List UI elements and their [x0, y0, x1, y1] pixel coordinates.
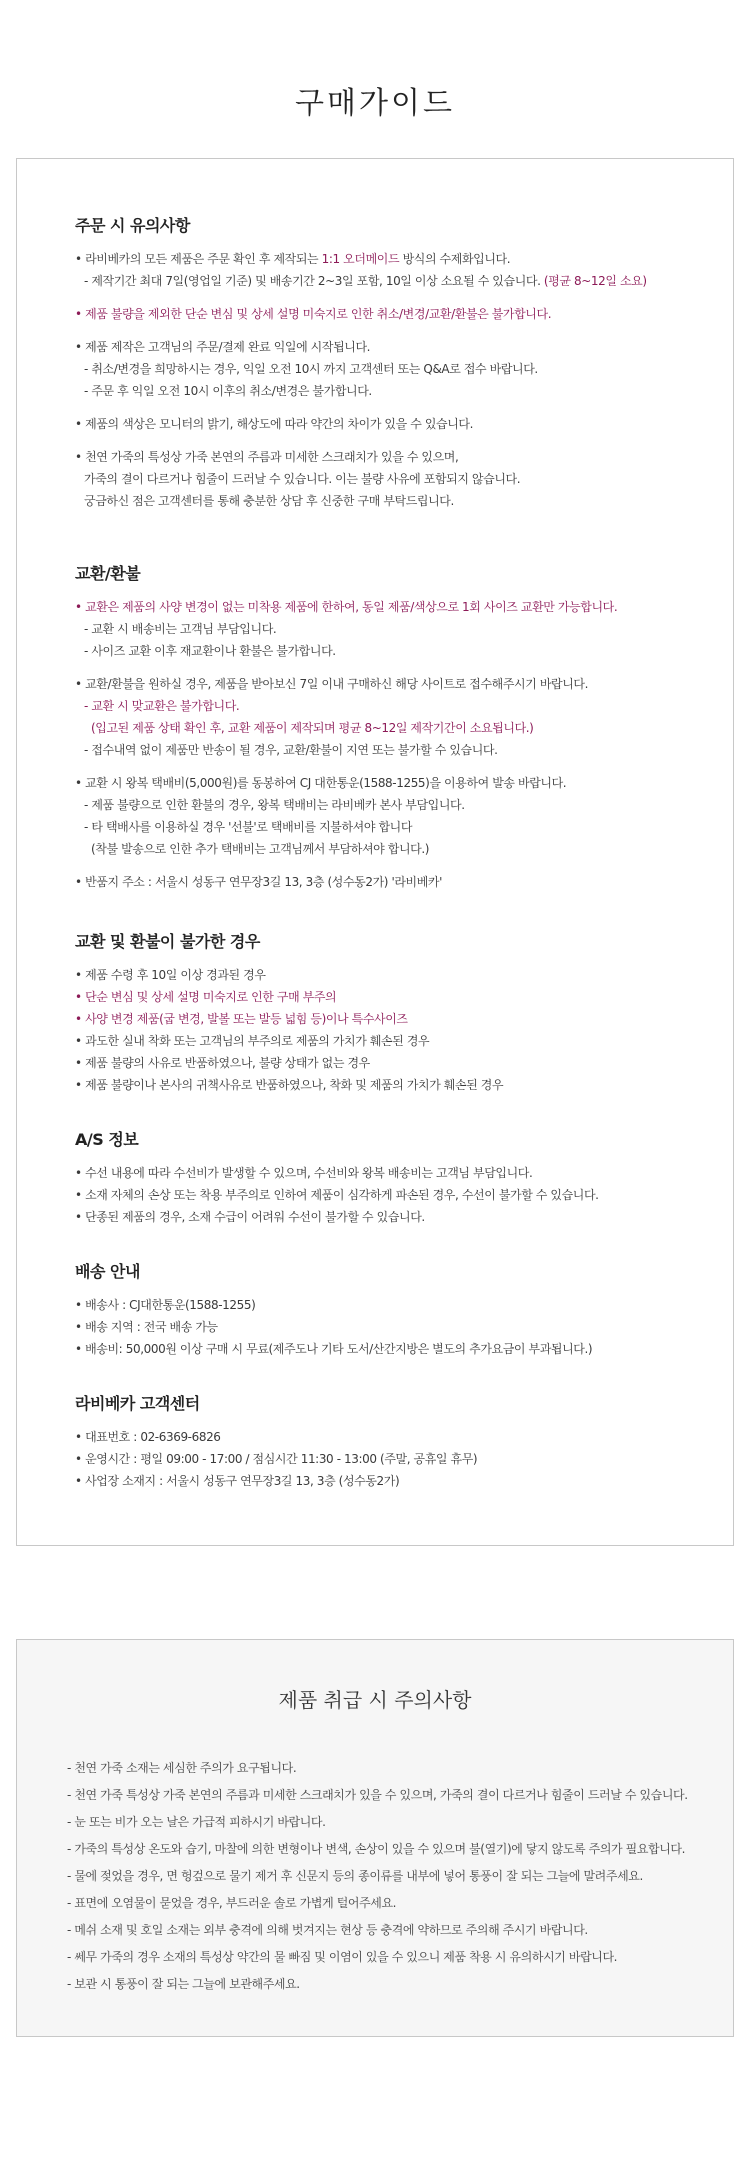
list-item: • 과도한 실내 착화 또는 고객님의 부주의로 제품의 가치가 훼손된 경우	[75, 1030, 715, 1052]
highlight-text: (평균 8~12일 소요)	[543, 274, 647, 288]
customer-center-section	[75, 1391, 715, 1492]
shipping-info-section	[75, 1259, 715, 1360]
list-item: • 제품 불량이나 본사의 귀책사유로 반품하였으나, 착화 및 제품의 가치가 훼손된 경우	[75, 1074, 715, 1096]
list-item: • 제품 불량의 사유로 반품하였으나, 불량 상태가 없는 경우	[75, 1052, 715, 1074]
list-item: • 반품지 주소 : 서울시 성동구 연무장3길 13, 3층 (성수동2가) '라비베카'	[75, 871, 715, 893]
list-item: • 배송사 : CJ대한통운(1588-1255)	[75, 1294, 715, 1316]
list-item: • 단종된 제품의 경우, 소재 수급이 어려워 수선이 불가할 수 있습니다.	[75, 1206, 715, 1228]
no-exchange-section	[75, 929, 715, 1096]
list-item: • 단순 변심 및 상세 설명 미숙지로 인한 구매 부주의	[75, 986, 715, 1008]
list-item: • 제품 제작은 고객님의 주문/결제 완료 익일에 시작됩니다. - 취소/변경을 희망하시는 경우, 익일 오전 10시 까지 고객센터 또는 Q&A로 접수 바랍니다. - 주문 후 익일 오전 10시 이후의 취소/변경은 불가합니다.	[75, 336, 715, 402]
list-item: • 교환은 제품의 사양 변경이 없는 미착용 제품에 한하여, 동일 제품/색상으로 1회 사이즈 교환만 가능합니다. - 교환 시 배송비는 고객님 부담입니다. - 사이즈 교환 이후 재교환이나 환불은 불가합니다.	[75, 596, 715, 662]
list-item: • 제품 불량을 제외한 단순 변심 및 상세 설명 미숙지로 인한 취소/변경/교환/환불은 불가합니다.	[75, 303, 715, 325]
list-item: • 소재 자체의 손상 또는 착용 부주의로 인하여 제품이 심각하게 파손된 경우, 수선이 불가할 수 있습니다.	[75, 1184, 715, 1206]
care-instructions-box	[16, 1639, 734, 2037]
care-item: - 쎄무 가죽의 경우 소재의 특성상 약간의 물 빠짐 및 이염이 있을 수 있으니 제품 착용 시 유의하시기 바랍니다.	[67, 1950, 618, 1964]
list-item: • 배송 지역 : 전국 배송 가능	[75, 1316, 715, 1338]
list-item: • 교환 시 왕복 택배비(5,000원)를 동봉하여 CJ 대한통운(1588-1255)을 이용하여 발송 바랍니다. - 제품 불량으로 인한 환불의 경우, 왕복 택배비는 라비베카 본사 부담입니다. - 타 택배사를 이용하실 경우 '선불'로 택배비를 지불하셔야 합니다 (착불 발송으로 인한 추가 택배비는 고객님께서 부담하셔야 합니다.)	[75, 772, 715, 860]
list-item: • 운영시간 : 평일 09:00 - 17:00 / 점심시간 11:30 - 13:00 (주말, 공휴일 휴무)	[75, 1448, 715, 1470]
list-item: • 천연 가죽의 특성상 가죽 본연의 주름과 미세한 스크래치가 있을 수 있으며, 가죽의 결이 다르거나 힘줄이 드러날 수 있습니다. 이는 불량 사유에 포함되지 않습니다. 궁금하신 점은 고객센터를 통해 충분한 상담 후 신중한 구매 부탁드립니다.	[75, 446, 715, 512]
care-item: - 보관 시 통풍이 잘 되는 그늘에 보관해주세요.	[67, 1977, 300, 1991]
care-item: - 가죽의 특성상 온도와 습기, 마찰에 의한 변형이나 변색, 손상이 있을 수 있으며 불(열기)에 닿지 않도록 주의가 필요합니다.	[67, 1842, 686, 1856]
list-item: • 제품의 색상은 모니터의 밝기, 해상도에 따라 약간의 차이가 있을 수 있습니다.	[75, 413, 715, 435]
section-heading: 주문 시 유의사항	[75, 216, 190, 235]
care-item: - 물에 젖었을 경우, 면 헝겊으로 물기 제거 후 신문지 등의 종이류를 내부에 넣어 통풍이 잘 되는 그늘에 말려주세요.	[67, 1869, 643, 1883]
care-item: - 천연 가죽 특성상 가죽 본연의 주름과 미세한 스크래치가 있을 수 있으며, 가죽의 결이 다르거나 힘줄이 드러날 수 있습니다.	[67, 1788, 688, 1802]
list-item: • 교환/환불을 원하실 경우, 제품을 받아보신 7일 이내 구매하신 해당 사이트로 접수해주시기 바랍니다. - 교환 시 맞교환은 불가합니다. (입고된 제품 상태 확인 후, 교환 제품이 제작되며 평균 8~12일 제작기간이 소요됩니다.) - 접수내역 없이 제품만 반송이 될 경우, 교환/환불이 지연 또는 불가할 수 있습니다.	[75, 673, 715, 761]
care-item: - 눈 또는 비가 오는 날은 가급적 피하시기 바랍니다.	[67, 1815, 326, 1829]
care-item: - 천연 가죽 소재는 세심한 주의가 요구됩니다.	[67, 1761, 297, 1775]
section-heading: 배송 안내	[75, 1262, 140, 1281]
care-list	[67, 1755, 688, 1998]
page-title: 구매가이드	[295, 86, 455, 121]
list-item: • 사업장 소재지 : 서울시 성동구 연무장3길 13, 3층 (성수동2가)	[75, 1470, 715, 1492]
section-heading: 라비베카 고객센터	[75, 1394, 200, 1413]
section-heading: A/S 정보	[75, 1130, 139, 1149]
order-notice-section	[75, 213, 715, 523]
list-item: • 대표번호 : 02-6369-6826	[75, 1426, 715, 1448]
list-item: • 제품 수령 후 10일 이상 경과된 경우	[75, 964, 715, 986]
list-item: • 라비베카의 모든 제품은 주문 확인 후 제작되는 1:1 오더메이드 방식의 수제화입니다. - 제작기간 최대 7일(영업일 기준) 및 배송기간 2~3일 포함, 10일 이상 소요될 수 있습니다. (평균 8~12일 소요)	[75, 248, 715, 292]
exchange-refund-section	[75, 561, 715, 904]
care-item: - 표면에 오염물이 묻었을 경우, 부드러운 솔로 가볍게 털어주세요.	[67, 1896, 397, 1910]
section-heading: 교환/환불	[75, 564, 141, 583]
list-item: • 배송비: 50,000원 이상 구매 시 무료(제주도나 기타 도서/산간지방은 별도의 추가요금이 부과됩니다.)	[75, 1338, 715, 1360]
list-item: • 사양 변경 제품(굽 변경, 발볼 또는 발등 넓힘 등)이나 특수사이즈	[75, 1008, 715, 1030]
list-item: • 수선 내용에 따라 수선비가 발생할 수 있으며, 수선비와 왕복 배송비는 고객님 부담입니다.	[75, 1162, 715, 1184]
care-title: 제품 취급 시 주의사항	[278, 1688, 472, 1712]
purchase-guide-box	[16, 158, 734, 1546]
as-info-section	[75, 1127, 715, 1228]
care-item: - 메쉬 소재 및 호일 소재는 외부 충격에 의해 벗겨지는 현상 등 충격에 약하므로 주의해 주시기 바랍니다.	[67, 1923, 588, 1937]
highlight-text: 1:1 오더메이드	[321, 252, 400, 266]
section-heading: 교환 및 환불이 불가한 경우	[75, 932, 260, 951]
